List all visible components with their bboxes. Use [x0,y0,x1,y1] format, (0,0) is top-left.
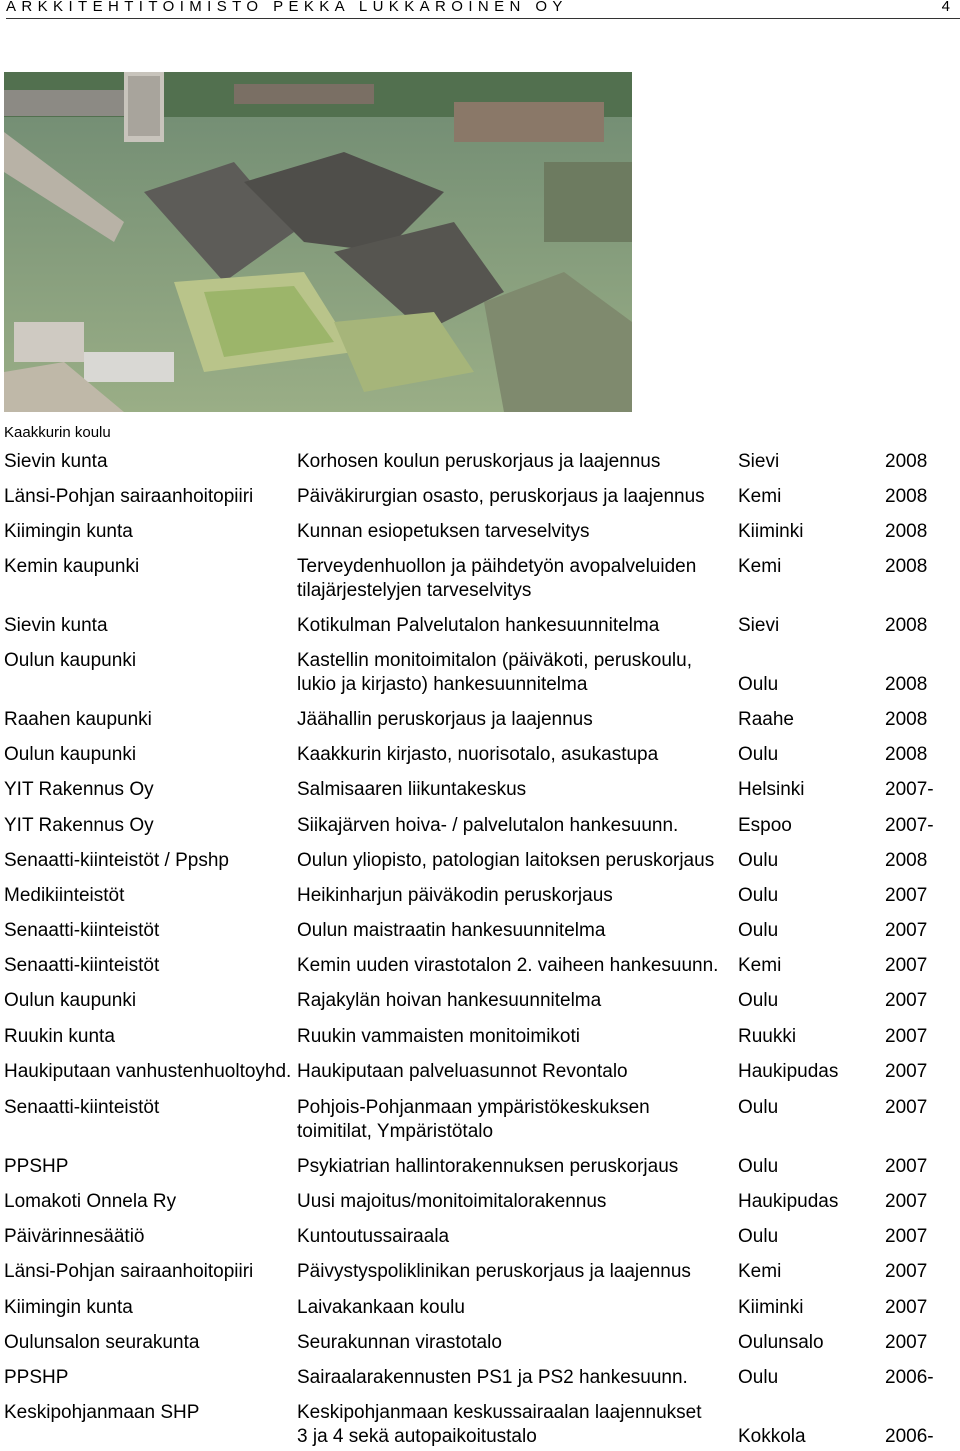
aerial-photo [4,72,632,412]
project-description: lukio ja kirjasto) hankesuunnitelma [297,674,588,695]
project-description: 3 ja 4 sekä autopaikoitustalo [297,1426,537,1447]
project-location: Helsinki [738,779,805,800]
client-name: Oulunsalon seurakunta [4,1332,200,1353]
project-year: 2007 [885,1191,928,1212]
project-location: Haukipudas [738,1191,839,1212]
client-name: Senaatti-kiinteistöt [4,955,160,976]
project-location: Oulu [738,1156,779,1177]
client-name: Oulun kaupunki [4,650,137,671]
client-name: Senaatti-kiinteistöt / Ppshp [4,850,229,871]
project-location: Oulu [738,920,779,941]
company-name: ARKKITEHTITOIMISTO PEKKA LUKKAROINEN OY [6,0,568,15]
page-header [6,0,960,19]
project-year: 2008 [885,486,928,507]
project-description: Haukiputaan palveluasunnot Revontalo [297,1061,628,1082]
project-year: 2008 [885,451,928,472]
project-location: Oulu [738,885,779,906]
project-location: Kokkola [738,1426,806,1447]
client-name: Länsi-Pohjan sairaanhoitopiiri [4,486,254,507]
project-description: Terveydenhuollon ja päihdetyön avopalveluiden [297,556,697,577]
client-name: Kiimingin kunta [4,521,133,542]
client-name: Keskipohjanmaan SHP [4,1402,200,1423]
project-description: Salmisaaren liikuntakeskus [297,779,527,800]
project-location: Kemi [738,556,782,577]
project-location: Sievi [738,615,780,636]
project-location: Espoo [738,815,792,836]
project-location: Oulu [738,674,779,695]
project-year: 2007 [885,1061,928,1082]
project-description: tilajärjestelyjen tarveselvitys [297,580,532,601]
project-location: Oulu [738,1367,779,1388]
project-description: Pohjois-Pohjanmaan ympäristökeskuksen [297,1097,650,1118]
project-description: Kastellin monitoimitalon (päiväkoti, peruskoulu, [297,650,692,671]
project-year: 2008 [885,850,928,871]
project-description: Jäähallin peruskorjaus ja laajennus [297,709,593,730]
project-year: 2007 [885,920,928,941]
client-name: Sievin kunta [4,615,108,636]
project-description: Päiväkirurgian osasto, peruskorjaus ja laajennus [297,486,705,507]
project-location: Haukipudas [738,1061,839,1082]
project-location: Oulu [738,744,779,765]
project-description: Oulun maistraatin hankesuunnitelma [297,920,606,941]
project-year: 2008 [885,674,928,695]
client-name: Haukiputaan vanhustenhuoltoyhd. [4,1061,292,1082]
project-description: Laivakankaan koulu [297,1297,465,1318]
project-location: Kiiminki [738,1297,804,1318]
project-year: 2008 [885,615,928,636]
project-location: Raahe [738,709,794,730]
project-description: Heikinharjun päiväkodin peruskorjaus [297,885,613,906]
project-location: Sievi [738,451,780,472]
project-description: Psykiatrian hallintorakennuksen peruskorjaus [297,1156,679,1177]
project-year: 2007 [885,1261,928,1282]
project-location: Oulu [738,990,779,1011]
project-year: 2008 [885,744,928,765]
project-description: Ruukin vammaisten monitoimikoti [297,1026,580,1047]
project-year: 2008 [885,709,928,730]
project-year: 2006- [885,1367,934,1388]
project-description: Kaakkurin kirjasto, nuorisotalo, asukastupa [297,744,659,765]
client-name: Päivärinnesäätiö [4,1226,145,1247]
project-description: Uusi majoitus/monitoimitalorakennus [297,1191,607,1212]
project-year: 2007 [885,885,928,906]
project-description: Korhosen koulun peruskorjaus ja laajennus [297,451,661,472]
project-location: Oulu [738,1097,779,1118]
project-year: 2007 [885,990,928,1011]
project-year: 2007- [885,815,934,836]
client-name: Senaatti-kiinteistöt [4,1097,160,1118]
project-description: Sairaalarakennusten PS1 ja PS2 hankesuunn. [297,1367,688,1388]
project-description: Siikajärven hoiva- / palvelutalon hankesuunn. [297,815,679,836]
project-location: Oulu [738,1226,779,1247]
project-year: 2008 [885,556,928,577]
project-year: 2008 [885,521,928,542]
client-name: Sievin kunta [4,451,108,472]
client-name: PPSHP [4,1156,69,1177]
project-year: 2007 [885,1097,928,1118]
client-name: Lomakoti Onnela Ry [4,1191,177,1212]
project-year: 2007 [885,1332,928,1353]
project-year: 2007 [885,1156,928,1177]
project-location: Kemi [738,486,782,507]
photo-caption: Kaakkurin koulu [4,424,111,441]
client-name: Kemin kaupunki [4,556,140,577]
project-description: Oulun yliopisto, patologian laitoksen peruskorjaus [297,850,715,871]
project-description: Kemin uuden virastotalon 2. vaiheen hankesuunn. [297,955,719,976]
project-location: Kemi [738,955,782,976]
project-year: 2007 [885,1297,928,1318]
project-year: 2007 [885,1026,928,1047]
project-description: Seurakunnan virastotalo [297,1332,502,1353]
client-name: Medikiinteistöt [4,885,125,906]
project-description: Kotikulman Palvelutalon hankesuunnitelma [297,615,660,636]
project-year: 2007 [885,955,928,976]
client-name: Senaatti-kiinteistöt [4,920,160,941]
project-description: Päivystyspoliklinikan peruskorjaus ja laajennus [297,1261,691,1282]
project-location: Oulu [738,850,779,871]
project-year: 2006- [885,1426,934,1447]
client-name: Oulun kaupunki [4,744,137,765]
client-name: Raahen kaupunki [4,709,152,730]
project-description: Kuntoutussairaala [297,1226,450,1247]
client-name: Oulun kaupunki [4,990,137,1011]
project-year: 2007- [885,779,934,800]
client-name: Länsi-Pohjan sairaanhoitopiiri [4,1261,254,1282]
page-number: 4 [941,0,950,15]
project-description: Rajakylän hoivan hankesuunnitelma [297,990,602,1011]
project-year: 2007 [885,1226,928,1247]
client-name: YIT Rakennus Oy [4,779,154,800]
client-name: Kiimingin kunta [4,1297,133,1318]
client-name: YIT Rakennus Oy [4,815,154,836]
project-location: Kiiminki [738,521,804,542]
project-description: Kunnan esiopetuksen tarveselvitys [297,521,590,542]
project-location: Oulunsalo [738,1332,824,1353]
aerial-photo-illustration [4,72,632,412]
client-name: Ruukin kunta [4,1026,115,1047]
project-description: Keskipohjanmaan keskussairaalan laajennukset [297,1402,702,1423]
project-description: toimitilat, Ympäristötalo [297,1121,494,1142]
project-location: Ruukki [738,1026,797,1047]
client-name: PPSHP [4,1367,69,1388]
project-location: Kemi [738,1261,782,1282]
